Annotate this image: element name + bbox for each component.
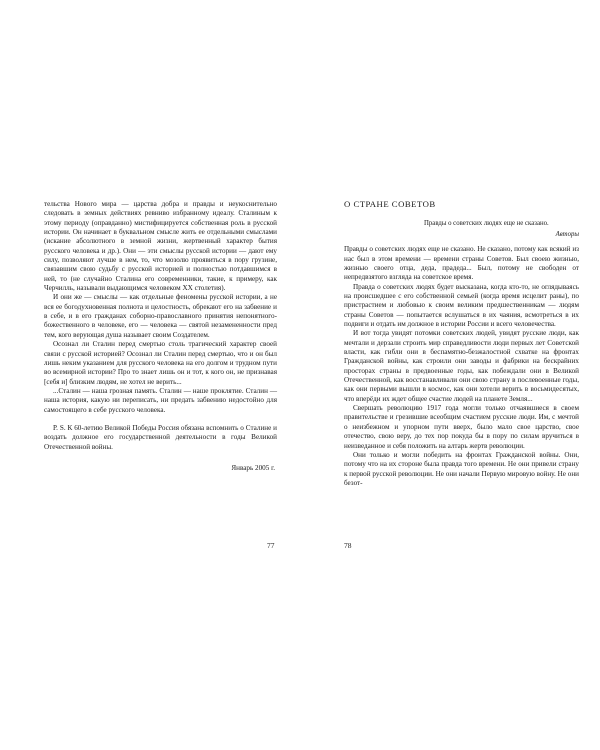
- left-page-text: [44, 200, 277, 473]
- epigraph-author: Авторы: [555, 230, 579, 238]
- right-paragraph-3: И вот тогда увидят потомки советских людей, увидят русские люди, как мечтали и дерзали строить мир справедливости люди первых лет Советской власти, как гибли они в беспамятно-безжалостной схватке на фронтах Гражданской войны, как строили они заводы и фабрики на бескрайних просторах страны в предвоенные годы, как побеждали они в Великой Отечественной, как восстанавливали они свою страну в послевоенные годы, как они первыми вышли в космос, как они хотели верить в восьмидесятых, что вперёди их ждет общее счастие людей на планете Земля...: [344, 329, 579, 403]
- right-paragraph-2: Правда о советских людях будет высказана, когда кто-то, не оглядываясь на происшедшее с его собственной семьей (когда время исцелит раны), по пристрастием и любовью к своим великим предшественникам — людям страны Советов — попытается вслушаться в их чаяния, всмотреться в их подвиги и отдать им должное в истории России и всего человечества.: [344, 282, 579, 329]
- paragraph-gap: [44, 415, 277, 424]
- chapter-title: О СТРАНЕ СОВЕТОВ: [344, 199, 436, 209]
- left-paragraph-4: ...Сталин — наша грозная память. Сталин — наше проклятие. Сталин — наша история, какую ни переписать, ни предать забвению недостойно для самостоящего в себе русского человека.: [44, 386, 277, 414]
- right-paragraph-5: Они только и могли победить на фронтах Гражданской войны. Они, потому что на их стороне была правда того времени. Не они привели страну к первой русской революции. Не они начали Первую мировую войну. Не они безот-: [344, 450, 579, 487]
- left-paragraph-2: И они же — смыслы — как отдельные феномены русской истории, а не вся ее богодухновенная полнота и целостность, обрекают его на забвение и в себе, и в его гражданах соборно-православного принятия непонятного-божественного в человеке, его — человека — святой незамененности пред тем, кого верующая душа называет своим Создателем.: [44, 293, 277, 339]
- right-paragraph-1: Правды о советских людях еще не сказано. Не сказано, потому как всякий из нас был в этом времени — времени страны Советов. Был своею жизнью, жизнью своего отца, деда, прадеда... Был, потому не свободен от непредвзятого взгляда на советское время.: [344, 245, 579, 282]
- right-page: [300, 0, 600, 750]
- page-number-right: 78: [344, 541, 352, 550]
- right-paragraph-4: Свершать революцию 1917 года могли только отчаявшиеся в своем правительстве и грезившие всеобщим счастием русские люди. Им, с мечтой о неизбежном и упорном пути вверх, было мало свое царство, свое отечество, свою веру, до тех пор покуда бы в пору по силам вручиться в неизведанное и себя положить на алтарь жертв революции.: [344, 404, 579, 450]
- epigraph: Правды о советских людях еще не сказано.: [424, 220, 549, 228]
- left-paragraph-3: Осознал ли Сталин перед смертью столь трагический характер своей связи с русской историей? Осознал ли Сталин перед смертью, что и он был лишь неким указанием для русского человека на его долгом и трудном пути во всемирной истории? Про то знает лишь он и тот, к кого он, не признавая [себя и] близким людям, не хотел не верить...: [44, 340, 277, 386]
- page-number-left: 77: [267, 541, 275, 550]
- postscript: P. S. К 60-летию Великой Победы Россия обязана вспомнить о Сталине и воздать должное его государственной деятельности в годы Великой Отечественной войны.: [44, 423, 277, 451]
- date-signature: Январь 2005 г.: [231, 463, 275, 472]
- right-page-text: [344, 200, 579, 488]
- left-paragraph-1: тельства Нового мира — царства добра и правды и неукоснительно следовать в земных действиях ревниво избранному идеалу. Сталиным к этому периоду (оправданно) мистифицируется собственная роль в русской истории. Он начинает в буквальном смысле жить ее отдельными смыслами (искание абсолютного в земной жизни, жертвенный характер бытия русского человека и др.). Они — эти смыслы русской истории — дают ему силу, позволяют лучше в нем, то, что мозолю проявиться в пору грузине, связавшим свою судьбу с русской историей и полностью потдавшимся в ней, то (не случайно Сталина его современники, такие, к примеру, как Черчилль, называли выдающимся человеком XX столетия).: [44, 200, 277, 293]
